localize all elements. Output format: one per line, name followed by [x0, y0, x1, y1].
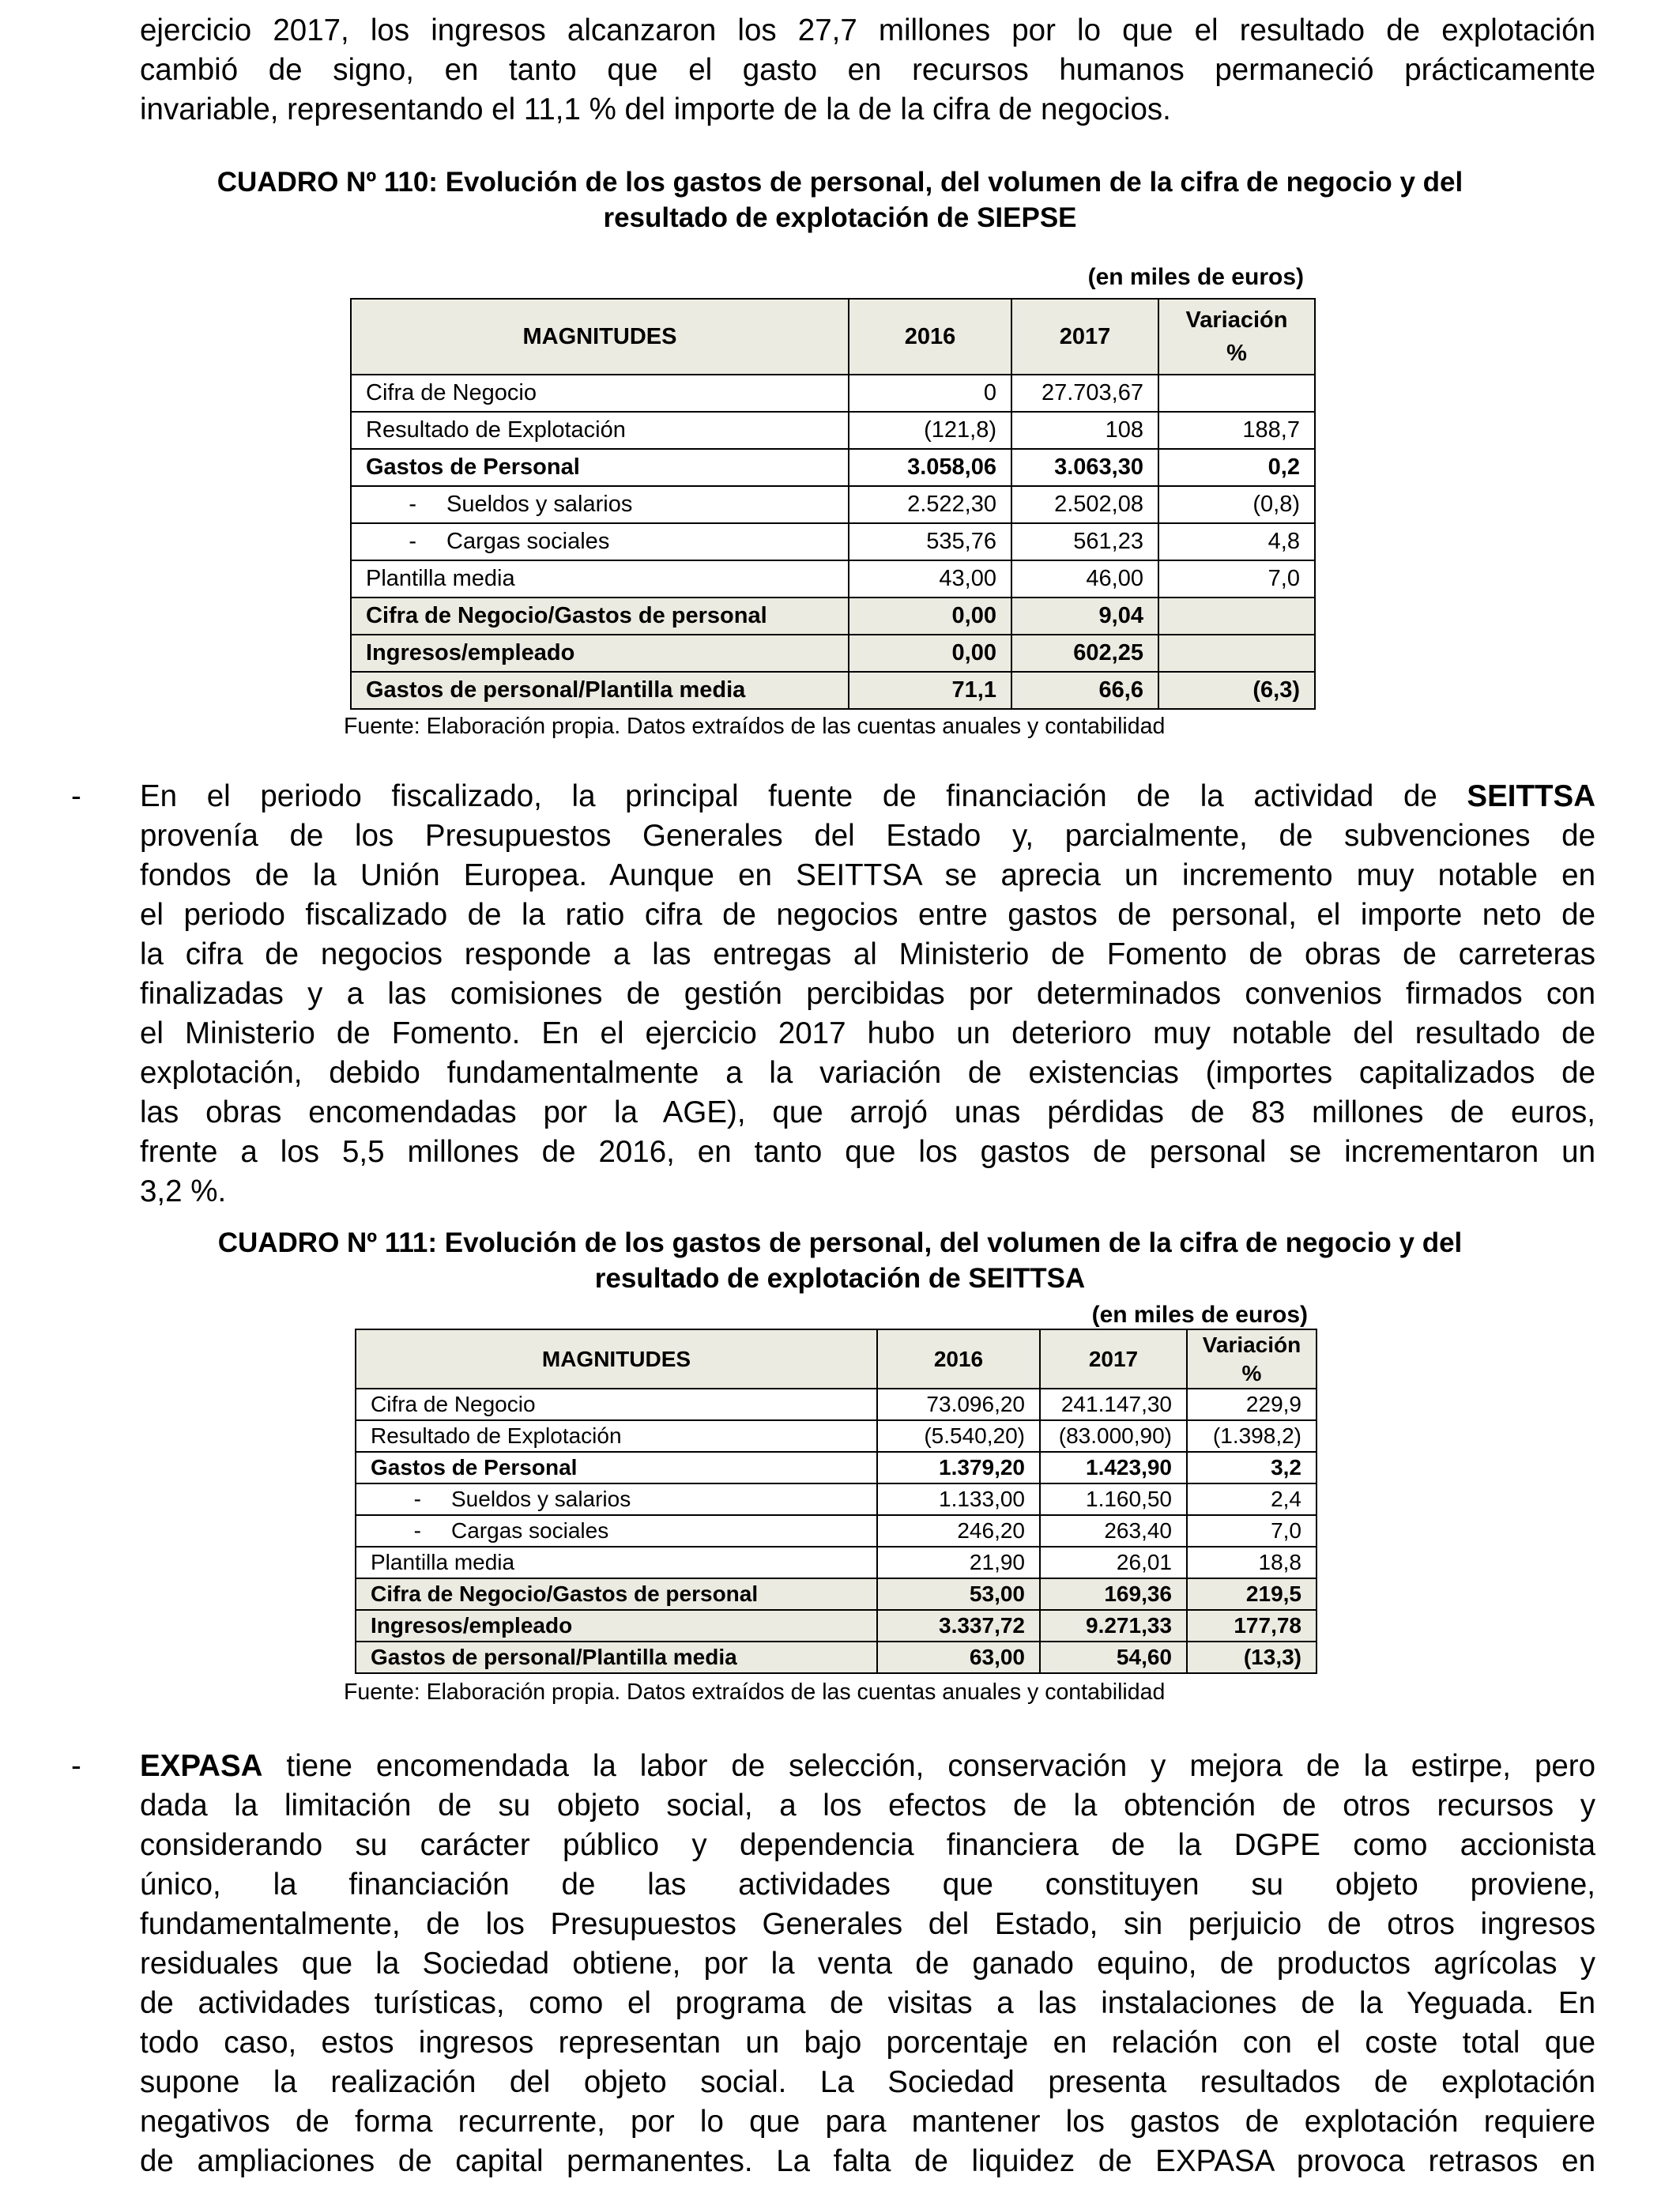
value-2017-cell: 169,36	[1040, 1578, 1187, 1610]
row-label-cell: Plantilla media	[356, 1547, 877, 1578]
value-2017-cell: 46,00	[1011, 560, 1158, 598]
header-variacion-unit: %	[1241, 1360, 1262, 1385]
seittsa-line: explotación, debido fundamentalmente a la variación de existencias (importes capitalizados de	[140, 1056, 1595, 1090]
seittsa-line-start: En el periodo fiscalizado, la principal fuente de financiación de la actividad de	[140, 779, 1467, 813]
variation-cell: 3,2	[1187, 1452, 1317, 1483]
table1-caption-line1: CUADRO Nº 110: Evolución de los gastos de personal, del volumen de la cifra de negocio y del	[217, 167, 1463, 198]
row-label-cell	[351, 523, 849, 560]
table-row	[351, 672, 1315, 709]
header-variacion-label: Variación	[1202, 1332, 1301, 1357]
row-label-cell: Cifra de Negocio/Gastos de personal	[351, 598, 849, 635]
header-variacion-label: Variación	[1185, 307, 1288, 333]
variation-cell: 177,78	[1187, 1610, 1317, 1642]
variation-cell: 7,0	[1187, 1515, 1317, 1547]
row-label-cell: Ingresos/empleado	[351, 635, 849, 672]
seittsa-line: frente a los 5,5 millones de 2016, en tanto que los gastos de personal se incrementaron un	[140, 1135, 1595, 1169]
table1-source: Fuente: Elaboración propia. Datos extraídos de las cuentas anuales y contabilidad	[344, 714, 1166, 739]
sub-item-dash: -	[413, 1518, 421, 1543]
variation-cell	[1158, 635, 1315, 672]
value-2016-cell: (5.540,20)	[877, 1420, 1040, 1452]
row-label: Sueldos y salarios	[451, 1487, 631, 1511]
table-row	[356, 1610, 1317, 1642]
row-label-cell: Gastos de Personal	[356, 1452, 877, 1483]
table-row	[356, 1452, 1317, 1483]
variation-cell	[1158, 375, 1315, 412]
expasa-line	[140, 1747, 1595, 1786]
seittsa-line: el periodo fiscalizado de la ratio cifra de negocios entre gastos de personal, el importe neto de	[140, 898, 1595, 932]
table-row	[356, 1578, 1317, 1610]
header-2016: 2016	[849, 299, 1011, 375]
header-magnitudes: MAGNITUDES	[356, 1329, 877, 1389]
value-2016-cell: 73.096,20	[877, 1389, 1040, 1420]
seittsa-line: las obras encomendadas por la AGE), que arrojó unas pérdidas de 83 millones de euros,	[140, 1095, 1595, 1129]
row-label-cell: Cifra de Negocio	[356, 1389, 877, 1420]
table-row	[351, 598, 1315, 635]
seittsa-paragraph	[140, 777, 1595, 1212]
row-label-cell: Gastos de Personal	[351, 449, 849, 486]
row-label: Cargas sociales	[446, 529, 610, 554]
table-row	[356, 1515, 1317, 1547]
value-2016-cell: 3.058,06	[849, 449, 1011, 486]
value-2017-cell: 66,6	[1011, 672, 1158, 709]
variation-cell: (1.398,2)	[1187, 1420, 1317, 1452]
table-row	[351, 635, 1315, 672]
table-row	[351, 412, 1315, 449]
value-2017-cell: 54,60	[1040, 1642, 1187, 1673]
value-2017-cell: 9,04	[1011, 598, 1158, 635]
header-variacion-unit: %	[1226, 341, 1247, 366]
seittsa-line: fondos de la Unión Europea. Aunque en SEITTSA se aprecia un incremento muy notable en	[140, 858, 1595, 892]
variation-cell: (6,3)	[1158, 672, 1315, 709]
row-label-cell	[351, 486, 849, 523]
row-label-cell: Cifra de Negocio	[351, 375, 849, 412]
row-label-cell: Resultado de Explotación	[356, 1420, 877, 1452]
table2-caption	[95, 1225, 1585, 1296]
value-2017-cell: 2.502,08	[1011, 486, 1158, 523]
sub-item-dash: -	[409, 492, 416, 517]
header-magnitudes: MAGNITUDES	[351, 299, 849, 375]
seittsa-line: el Ministerio de Fomento. En el ejercicio 2017 hubo un deterioro muy notable del resultado de	[140, 1016, 1595, 1050]
value-2016-cell: 71,1	[849, 672, 1011, 709]
value-2016-cell: 2.522,30	[849, 486, 1011, 523]
value-2016-cell: 246,20	[877, 1515, 1040, 1547]
value-2017-cell: 27.703,67	[1011, 375, 1158, 412]
row-label-cell	[356, 1515, 877, 1547]
value-2017-cell: 561,23	[1011, 523, 1158, 560]
expasa-bold: EXPASA	[140, 1749, 263, 1783]
expasa-line: residuales que la Sociedad obtiene, por la venta de ganado equino, de productos agrícolas y	[140, 1947, 1595, 1981]
row-label-cell: Plantilla media	[351, 560, 849, 598]
expasa-line-rest: tiene encomendada la labor de selección, conservación y mejora de la estirpe, pero	[262, 1749, 1595, 1783]
expasa-line: de ampliaciones de capital permanentes. La falta de liquidez de EXPASA provoca retrasos en	[140, 2144, 1595, 2178]
value-2016-cell: 63,00	[877, 1642, 1040, 1673]
value-2017-cell: 1.160,50	[1040, 1483, 1187, 1515]
row-label-cell	[356, 1483, 877, 1515]
variation-cell: 188,7	[1158, 412, 1315, 449]
seittsa-line: provenía de los Presupuestos Generales del Estado y, parcialmente, de subvenciones de	[140, 819, 1595, 853]
table-row	[356, 1389, 1317, 1420]
variation-cell: 7,0	[1158, 560, 1315, 598]
row-label-cell: Resultado de Explotación	[351, 412, 849, 449]
value-2016-cell: 535,76	[849, 523, 1011, 560]
expasa-line: único, la financiación de las actividades que constituyen su objeto proviene,	[140, 1868, 1595, 1902]
expasa-line: negativos de forma recurrente, por lo que para mantener los gastos de explotación requiere	[140, 2105, 1595, 2139]
row-label-cell: Gastos de personal/Plantilla media	[356, 1642, 877, 1673]
value-2016-cell: 43,00	[849, 560, 1011, 598]
intro-line: ejercicio 2017, los ingresos alcanzaron los 27,7 millones por lo que el resultado de explotación	[140, 13, 1595, 47]
seittsa-line: la cifra de negocios responde a las entregas al Ministerio de Fomento de obras de carreteras	[140, 937, 1595, 971]
row-label: Cargas sociales	[451, 1518, 609, 1543]
table-row	[356, 1420, 1317, 1452]
variation-cell: 18,8	[1187, 1547, 1317, 1578]
value-2016-cell: 3.337,72	[877, 1610, 1040, 1642]
value-2017-cell: 1.423,90	[1040, 1452, 1187, 1483]
expasa-line: de actividades turísticas, como el programa de visitas a las instalaciones de la Yeguada. En	[140, 1986, 1595, 2020]
value-2016-cell: 0,00	[849, 598, 1011, 635]
header-variacion	[1158, 299, 1315, 375]
table2-caption-line2: resultado de explotación de SEITTSA	[594, 1263, 1086, 1294]
variation-cell: 0,2	[1158, 449, 1315, 486]
value-2017-cell: 241.147,30	[1040, 1389, 1187, 1420]
seittsa-bold: SEITTSA	[1467, 779, 1595, 813]
header-variacion	[1187, 1329, 1317, 1389]
row-label: Sueldos y salarios	[446, 492, 633, 517]
table2	[355, 1329, 1317, 1674]
table-row	[356, 1547, 1317, 1578]
table-row	[356, 1483, 1317, 1515]
value-2016-cell: 21,90	[877, 1547, 1040, 1578]
table1-caption	[95, 164, 1585, 236]
value-2017-cell: 3.063,30	[1011, 449, 1158, 486]
value-2017-cell: (83.000,90)	[1040, 1420, 1187, 1452]
table2-caption-line1: CUADRO Nº 111: Evolución de los gastos de personal, del volumen de la cifra de negocio y del	[217, 1227, 1463, 1258]
row-label-cell: Ingresos/empleado	[356, 1610, 877, 1642]
seittsa-line: finalizadas y a las comisiones de gestión percibidas por determinados convenios firmados con	[140, 977, 1595, 1011]
value-2016-cell: 1.133,00	[877, 1483, 1040, 1515]
variation-cell: 2,4	[1187, 1483, 1317, 1515]
value-2017-cell: 108	[1011, 412, 1158, 449]
table-row	[351, 486, 1315, 523]
seittsa-line: 3,2 %.	[140, 1174, 227, 1208]
row-label-cell: Gastos de personal/Plantilla media	[351, 672, 849, 709]
table1-units: (en miles de euros)	[1087, 264, 1304, 290]
table-row	[351, 560, 1315, 598]
value-2016-cell: 0	[849, 375, 1011, 412]
variation-cell	[1158, 598, 1315, 635]
bullet-dash: -	[71, 779, 81, 813]
sub-item-dash: -	[413, 1487, 421, 1511]
table2-header-row	[356, 1329, 1317, 1389]
table2-units: (en miles de euros)	[1091, 1302, 1308, 1328]
value-2017-cell: 602,25	[1011, 635, 1158, 672]
value-2016-cell: (121,8)	[849, 412, 1011, 449]
table-row	[351, 375, 1315, 412]
variation-cell: 229,9	[1187, 1389, 1317, 1420]
header-2017: 2017	[1040, 1329, 1187, 1389]
value-2017-cell: 263,40	[1040, 1515, 1187, 1547]
value-2016-cell: 1.379,20	[877, 1452, 1040, 1483]
table-row	[356, 1642, 1317, 1673]
expasa-line: supone la realización del objeto social. La Sociedad presenta resultados de explotación	[140, 2065, 1595, 2099]
expasa-line: considerando su carácter público y dependencia financiera de la DGPE como accionista	[140, 1828, 1595, 1862]
table2-source: Fuente: Elaboración propia. Datos extraídos de las cuentas anuales y contabilidad	[344, 1679, 1166, 1705]
table1-caption-line2: resultado de explotación de SIEPSE	[603, 202, 1077, 233]
table1	[350, 298, 1316, 710]
intro-paragraph	[140, 11, 1595, 130]
table-row	[351, 523, 1315, 560]
bullet-dash: -	[71, 1749, 81, 1783]
seittsa-line	[140, 777, 1595, 816]
variation-cell: 4,8	[1158, 523, 1315, 560]
expasa-line: todo caso, estos ingresos representan un bajo porcentaje en relación con el coste total que	[140, 2026, 1595, 2060]
expasa-paragraph	[140, 1747, 1595, 2181]
variation-cell: 219,5	[1187, 1578, 1317, 1610]
value-2016-cell: 53,00	[877, 1578, 1040, 1610]
value-2017-cell: 26,01	[1040, 1547, 1187, 1578]
expasa-line: fundamentalmente, de los Presupuestos Generales del Estado, sin perjuicio de otros ingresos	[140, 1907, 1595, 1941]
header-2017: 2017	[1011, 299, 1158, 375]
intro-line: invariable, representando el 11,1 % del importe de la de la cifra de negocios.	[140, 92, 1171, 126]
intro-line: cambió de signo, en tanto que el gasto en recursos humanos permaneció prácticamente	[140, 53, 1595, 87]
header-2016: 2016	[877, 1329, 1040, 1389]
variation-cell: (0,8)	[1158, 486, 1315, 523]
sub-item-dash: -	[409, 529, 416, 554]
table-row	[351, 449, 1315, 486]
value-2017-cell: 9.271,33	[1040, 1610, 1187, 1642]
table1-header-row	[351, 299, 1315, 375]
value-2016-cell: 0,00	[849, 635, 1011, 672]
row-label-cell: Cifra de Negocio/Gastos de personal	[356, 1578, 877, 1610]
variation-cell: (13,3)	[1187, 1642, 1317, 1673]
expasa-line: dada la limitación de su objeto social, a los efectos de la obtención de otros recursos y	[140, 1789, 1595, 1823]
